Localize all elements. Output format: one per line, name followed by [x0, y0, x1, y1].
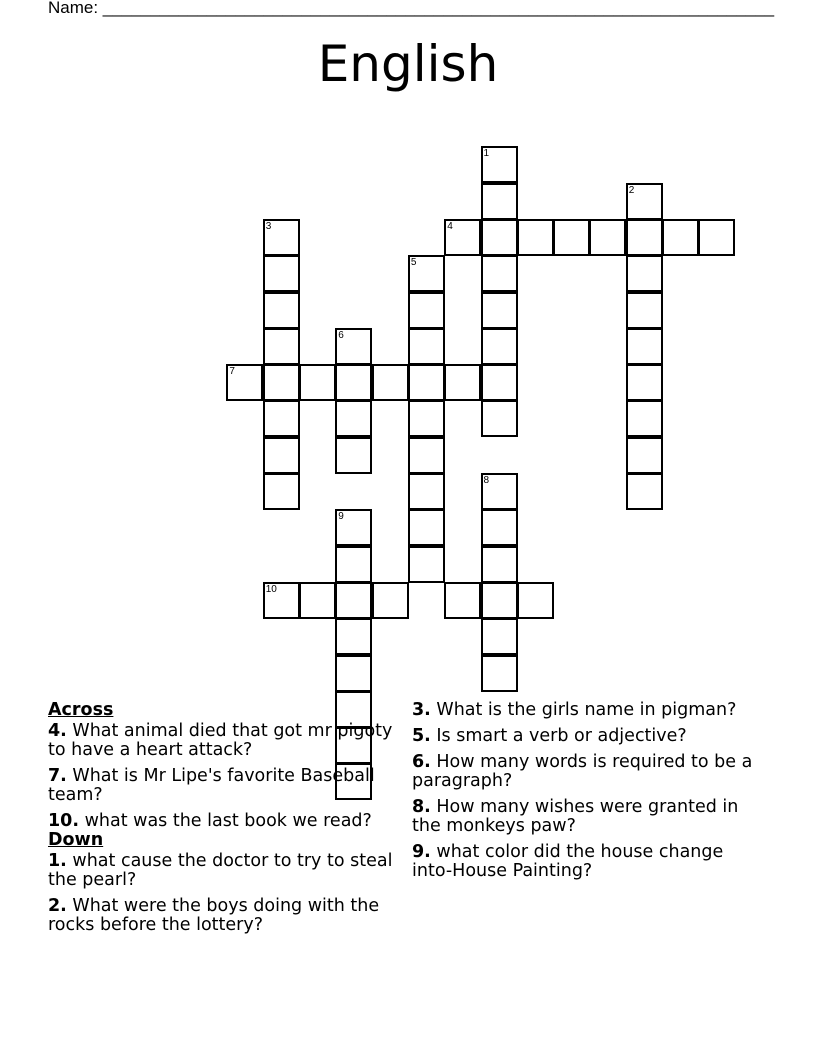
clue-number: 5.: [412, 726, 431, 746]
crossword-cell[interactable]: [408, 400, 445, 437]
down-heading: Down: [48, 830, 104, 850]
clue-text: What were the boys doing with the rocks before the lottery?: [48, 896, 380, 935]
crossword-cell[interactable]: [372, 582, 409, 619]
clue-text: what was the last book we read?: [79, 811, 372, 831]
clue-number-label: 9: [338, 511, 344, 523]
crossword-cell[interactable]: [626, 473, 663, 510]
crossword-cell[interactable]: [408, 255, 445, 292]
crossword-cell[interactable]: [335, 618, 372, 655]
crossword-cell[interactable]: [263, 473, 300, 510]
crossword-cell[interactable]: [335, 437, 372, 474]
crossword-cell[interactable]: [626, 400, 663, 437]
crossword-cell[interactable]: [481, 400, 518, 437]
clue-text: What is Mr Lipe's favorite Baseball team?: [48, 766, 375, 805]
crossword-cell[interactable]: [335, 364, 372, 401]
clue-number: 8.: [412, 797, 431, 817]
crossword-cell[interactable]: [408, 546, 445, 583]
clue-across-4: [48, 722, 393, 760]
clue-number: 3.: [412, 700, 431, 720]
crossword-cell[interactable]: [335, 328, 372, 365]
clue-number: 1.: [48, 851, 67, 871]
clue-text: How many words is required to be a paragraph?: [412, 752, 753, 791]
clue-number: 4.: [48, 721, 67, 741]
crossword-cell[interactable]: [517, 582, 554, 619]
crossword-cell[interactable]: [408, 509, 445, 546]
clue-text: Is smart a verb or adjective?: [430, 726, 687, 746]
crossword-cell[interactable]: [408, 364, 445, 401]
crossword-cell[interactable]: [408, 437, 445, 474]
clue-number: 9.: [412, 842, 431, 862]
crossword-cell[interactable]: [444, 582, 481, 619]
crossword-cell[interactable]: [553, 219, 590, 256]
crossword-cell[interactable]: [335, 546, 372, 583]
crossword-cell[interactable]: [263, 255, 300, 292]
crossword-cell[interactable]: [263, 400, 300, 437]
clue-down-9: [412, 843, 762, 881]
crossword-cell[interactable]: [372, 364, 409, 401]
crossword-cell[interactable]: [408, 292, 445, 329]
clue-text: How many wishes were granted in the monkeys paw?: [412, 797, 739, 836]
crossword-cell[interactable]: [444, 219, 481, 256]
crossword-cell[interactable]: [481, 618, 518, 655]
crossword-cell[interactable]: [481, 546, 518, 583]
crossword-cell[interactable]: [408, 328, 445, 365]
clues-right-column: [412, 701, 762, 888]
clue-number-label: 1: [483, 148, 490, 160]
crossword-cell[interactable]: [335, 400, 372, 437]
crossword-cell[interactable]: [226, 364, 263, 401]
crossword-cell[interactable]: [481, 255, 518, 292]
crossword-cell[interactable]: [408, 473, 445, 510]
clue-down-6: [412, 753, 762, 791]
clue-number-label: 3: [265, 220, 272, 232]
crossword-cell[interactable]: [589, 219, 626, 256]
crossword-cell[interactable]: [626, 364, 663, 401]
crossword-cell[interactable]: [626, 255, 663, 292]
crossword-cell[interactable]: [481, 183, 518, 220]
clue-number: 7.: [48, 766, 67, 786]
clue-across-7: [48, 767, 393, 805]
crossword-cell[interactable]: [481, 219, 518, 256]
crossword-cell[interactable]: [335, 582, 372, 619]
clue-text: what cause the doctor to try to steal the pearl?: [48, 851, 393, 890]
crossword-cell[interactable]: [626, 183, 663, 220]
crossword-cell[interactable]: [662, 219, 699, 256]
crossword-cell[interactable]: [626, 328, 663, 365]
crossword-cell[interactable]: [481, 509, 518, 546]
clue-number-label: 7: [229, 366, 235, 378]
clue-number-label: 10: [265, 583, 277, 595]
crossword-cell[interactable]: [263, 292, 300, 329]
crossword-cell[interactable]: [299, 364, 336, 401]
clue-number: 10.: [48, 811, 80, 831]
crossword-cell[interactable]: [444, 364, 481, 401]
crossword-cell[interactable]: [335, 509, 372, 546]
crossword-cell[interactable]: [481, 655, 518, 692]
clue-down-1: [48, 852, 393, 890]
clue-text: what color did the house change into-House Painting?: [412, 842, 724, 881]
clue-number-label: 2: [628, 184, 635, 196]
clue-down-5: [412, 727, 762, 746]
clue-down-3: [412, 701, 762, 720]
clue-text: What is the girls name in pigman?: [430, 700, 737, 720]
crossword-cell[interactable]: [263, 364, 300, 401]
crossword-cell[interactable]: [481, 364, 518, 401]
clue-number-label: 5: [410, 257, 417, 269]
puzzle-title: English: [317, 35, 499, 93]
clue-text: What animal died that got mr pigoty to have a heart attack?: [48, 721, 393, 760]
clue-number: 6.: [412, 752, 431, 772]
clue-number: 2.: [48, 896, 67, 916]
crossword-cell[interactable]: [481, 473, 518, 510]
across-heading: Across: [48, 700, 114, 720]
crossword-cell[interactable]: [626, 219, 663, 256]
crossword-cell[interactable]: [335, 655, 372, 692]
clue-number-label: 6: [338, 329, 344, 341]
clues-left-column: [48, 701, 393, 942]
clue-across-10: [48, 812, 393, 831]
crossword-cell[interactable]: [263, 328, 300, 365]
crossword-cell[interactable]: [481, 292, 518, 329]
crossword-cell[interactable]: [626, 292, 663, 329]
crossword-cell[interactable]: [481, 582, 518, 619]
crossword-cell[interactable]: [481, 328, 518, 365]
clue-number-label: 4: [447, 220, 453, 232]
clue-number-label: 8: [483, 475, 490, 486]
crossword-cell[interactable]: [626, 437, 663, 474]
crossword-cell[interactable]: [263, 437, 300, 474]
clue-down-8: [412, 798, 762, 836]
crossword-cell[interactable]: [481, 146, 518, 183]
clue-down-2: [48, 897, 393, 935]
crossword-cell[interactable]: [263, 219, 300, 256]
crossword-cell[interactable]: [263, 582, 300, 619]
name-field-label: Name: _______________________________________________________________________: [48, 0, 775, 17]
crossword-cell[interactable]: [299, 582, 336, 619]
crossword-cell[interactable]: [698, 219, 735, 256]
crossword-cell[interactable]: [517, 219, 554, 256]
